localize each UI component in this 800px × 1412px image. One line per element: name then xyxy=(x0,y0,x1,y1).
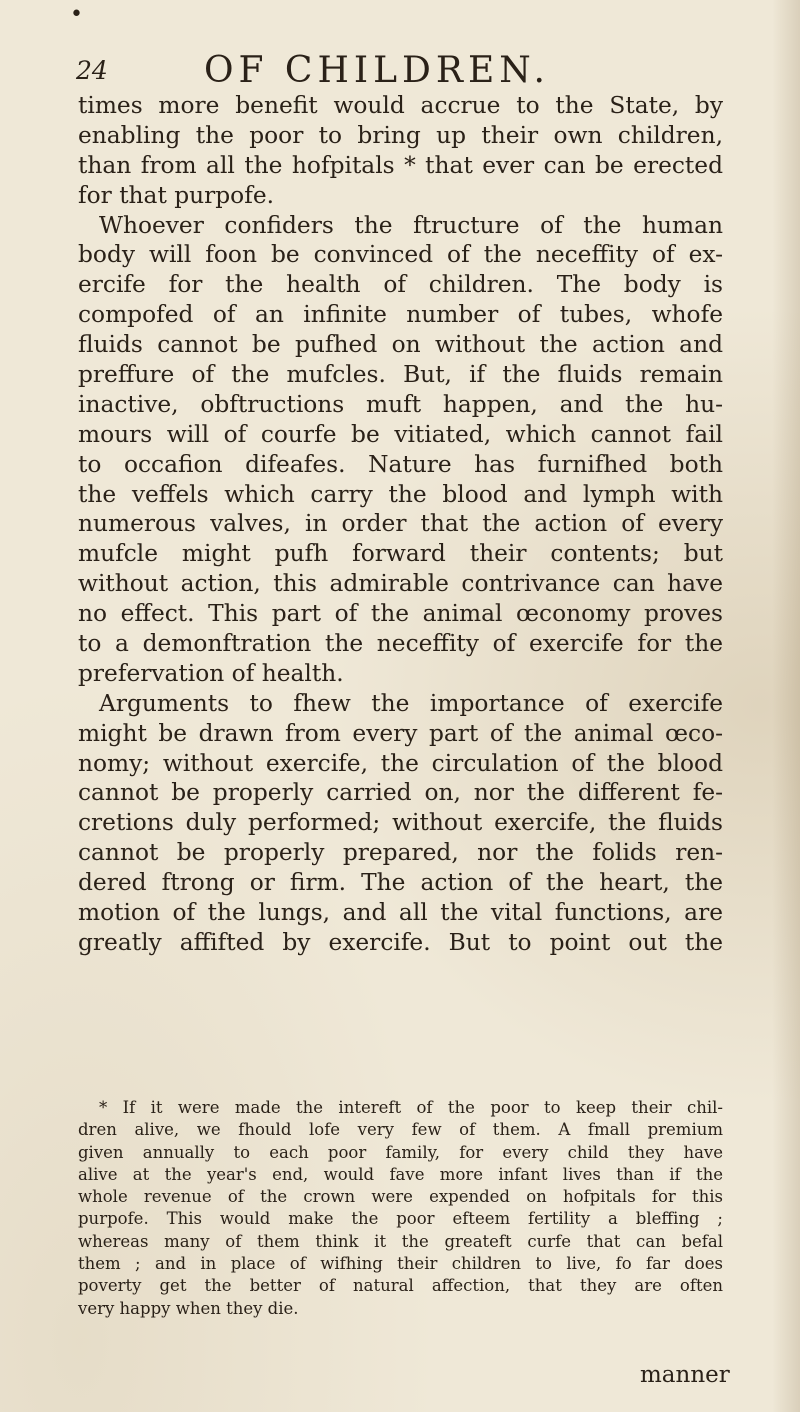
text-line: nomy; without exercife, the circulation of the blood xyxy=(78,749,723,777)
footnote-line: purpofe. This would make the poor efteem fertility a bleffing ; xyxy=(78,1209,723,1229)
footnote-line: dren alive, we fhould lofe very few of them. A fmall premium xyxy=(78,1120,723,1140)
text-line: might be drawn from every part of the animal œco- xyxy=(78,719,723,747)
text-line: the veffels which carry the blood and lymph with xyxy=(78,480,723,508)
footnote-line: * If it were made the intereft of the poor to keep their chil- xyxy=(99,1098,723,1117)
running-head: OF CHILDREN. xyxy=(204,50,550,91)
footnote-line: alive at the year's end, would fave more infant lives than if the xyxy=(78,1164,723,1184)
body-text xyxy=(78,91,723,958)
footnote-line: poverty get the better of natural affection, that they are often xyxy=(78,1276,723,1296)
footnote-line: them ; and in place of wifhing their children to live, fo far does xyxy=(78,1254,723,1274)
text-line: ercife for the health of children. The body is xyxy=(78,271,723,299)
text-line: times more benefit would accrue to the State, by xyxy=(78,92,723,119)
text-line: body will foon be convinced of the neceffity of ex- xyxy=(78,241,723,269)
text-line: prefervation of health. xyxy=(78,659,344,687)
printer-mark: • xyxy=(70,2,83,27)
page-header xyxy=(76,46,716,91)
text-line: Arguments to fhew the importance of exercife xyxy=(99,689,723,717)
text-line: than from all the hofpitals * that ever can be erected xyxy=(78,151,723,179)
text-line: greatly affifted by exercife. But to point out the xyxy=(78,928,723,956)
text-line: Whoever confiders the ftructure of the human xyxy=(99,211,723,239)
text-line: motion of the lungs, and all the vital functions, are xyxy=(78,899,723,927)
footnote-line: given annually to each poor family, for every child they have xyxy=(78,1142,723,1162)
footnote-line: whereas many of them think it the greateft curfe that can befal xyxy=(78,1231,723,1251)
text-line: mours will of courfe be vitiated, which cannot fail xyxy=(78,420,723,448)
text-line: compofed of an infinite number of tubes, whofe xyxy=(78,301,723,329)
text-line: mufcle might pufh forward their contents; but xyxy=(78,540,723,568)
text-line: dered ftrong or firm. The action of the heart, the xyxy=(78,869,723,897)
footnote-line: whole revenue of the crown were expended on hofpitals for this xyxy=(78,1187,723,1207)
text-line: cretions duly performed; without exercife, the fluids xyxy=(78,809,723,837)
footnote-line: very happy when they die. xyxy=(78,1298,299,1318)
text-line: numerous valves, in order that the action of every xyxy=(78,510,723,538)
page-edge-shadow xyxy=(772,0,800,1412)
page-number: 24 xyxy=(76,56,108,85)
catchword: manner xyxy=(640,1362,730,1388)
text-line: cannot be properly carried on, nor the different fe- xyxy=(78,779,723,807)
text-line: cannot be properly prepared, nor the folids ren- xyxy=(78,839,723,867)
text-line: fluids cannot be pufhed on without the action and xyxy=(78,331,723,359)
footnote xyxy=(78,1097,723,1320)
text-line: to occafion difeafes. Nature has furnifhed both xyxy=(78,450,723,478)
text-line: for that purpofe. xyxy=(78,181,275,209)
text-line: no effect. This part of the animal œconomy proves xyxy=(78,600,723,628)
text-line: without action, this admirable contrivance can have xyxy=(78,570,723,598)
text-line: to a demonftration the neceffity of exercife for the xyxy=(78,630,723,658)
text-line: inactive, obftructions muft happen, and the hu- xyxy=(78,390,723,418)
text-line: enabling the poor to bring up their own children, xyxy=(78,121,723,149)
text-line: preffure of the mufcles. But, if the fluids remain xyxy=(78,361,723,389)
